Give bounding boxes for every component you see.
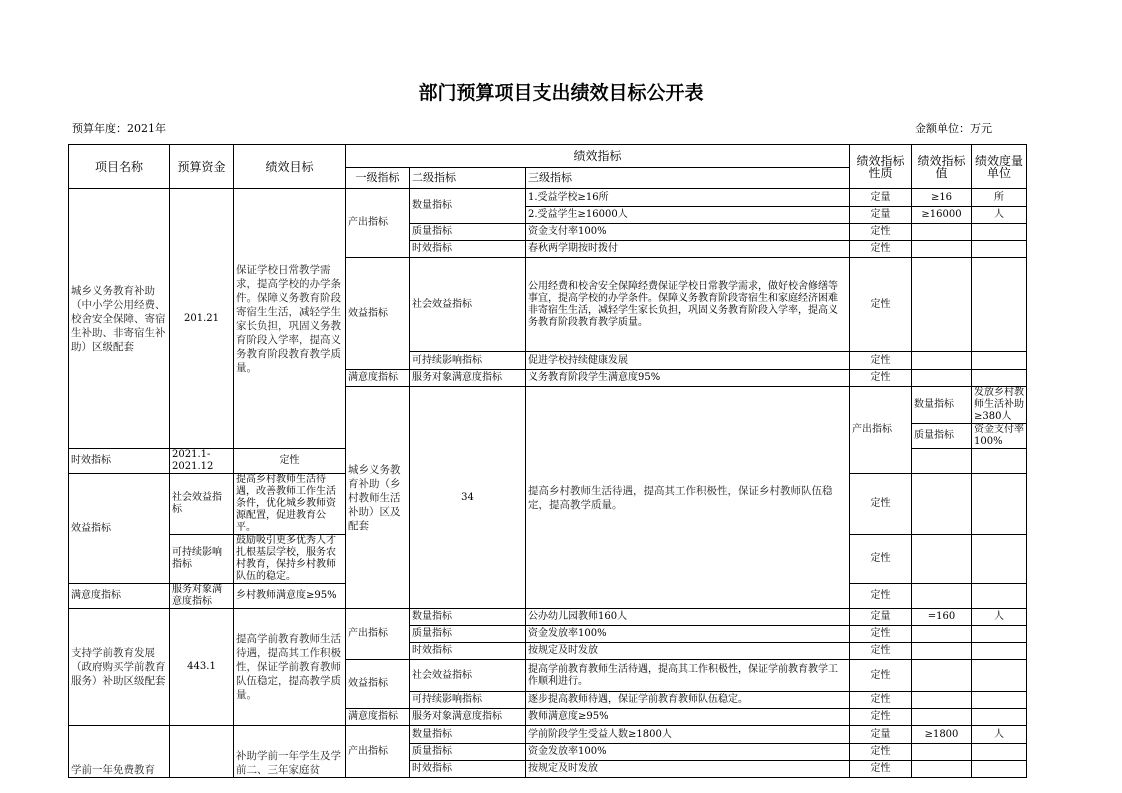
level2-indicator: 服务对象满意度指标 xyxy=(170,584,234,609)
amount-unit: 金额单位：万元 xyxy=(915,122,992,135)
performance-table xyxy=(68,144,1027,778)
header-unit: 绩效度量单位 xyxy=(972,145,1027,189)
indicator-unit xyxy=(972,626,1027,643)
level2-indicator: 可持续影响指标 xyxy=(410,352,526,370)
level3-indicator: 公用经费和校舍安全保障经费保证学校日常教学需求，做好校舍修缮等事宜，提高学校的办学条件。保障义务教育阶段寄宿生和家庭经济困难非寄宿生生活，减轻学生家长负担，巩固义务教育阶段入学率，提高义务教育阶段教育教学质量。 xyxy=(526,258,850,352)
indicator-value xyxy=(912,660,972,692)
project-goal: 保证学校日常教学需求，提高学校的办学条件。保障义务教育阶段寄宿生生活，减轻学生家长负担，巩固义务教育阶段入学率，提高义务教育阶段教育教学质量。 xyxy=(234,189,346,449)
level1-indicator: 效益指标 xyxy=(346,258,410,370)
header-goal: 绩效目标 xyxy=(234,145,346,189)
indicator-unit xyxy=(972,692,1027,709)
indicator-nature: 定性 xyxy=(850,535,912,584)
level3-indicator: 鼓励吸引更多优秀人才扎根基层学校，服务农村教育，保持乡村教师队伍的稳定。 xyxy=(234,535,346,584)
project-goal: 提高乡村教师生活待遇，提高其工作积极性，保证乡村教师队伍稳定，提高教学质量。 xyxy=(526,387,850,609)
indicator-value xyxy=(912,744,972,761)
indicator-value xyxy=(912,626,972,643)
level1-indicator: 产出指标 xyxy=(346,189,410,258)
header-level2: 二级指标 xyxy=(410,168,526,189)
indicator-unit xyxy=(972,352,1027,370)
indicator-value xyxy=(912,370,972,387)
indicator-nature: 定性 xyxy=(850,584,912,609)
indicator-value xyxy=(912,761,972,778)
indicator-nature: 定性 xyxy=(850,761,912,778)
indicator-nature: 定量 xyxy=(850,207,912,224)
header-level3: 三级指标 xyxy=(526,168,850,189)
indicator-nature: 定性 xyxy=(850,258,912,352)
indicator-unit: 人 xyxy=(972,726,1027,744)
indicator-nature: 定性 xyxy=(850,352,912,370)
indicator-value xyxy=(912,709,972,726)
project-goal: 提高学前教育教师生活待遇，提高其工作积极性，保证学前教育教师队伍稳定，提高教学质量。 xyxy=(234,609,346,726)
level3-indicator: 公办幼儿园教师160人 xyxy=(526,609,850,626)
level2-indicator: 数量指标 xyxy=(410,726,526,744)
project-budget xyxy=(170,726,234,778)
level3-indicator: 促进学校持续健康发展 xyxy=(526,352,850,370)
level2-indicator: 社会效益指标 xyxy=(170,474,234,535)
indicator-unit xyxy=(972,474,1027,535)
indicator-nature: 定量 xyxy=(850,726,912,744)
indicator-nature: 定性 xyxy=(234,449,346,474)
table-row xyxy=(69,189,1027,207)
header-nature: 绩效指标性质 xyxy=(850,145,912,189)
indicator-value xyxy=(912,224,972,241)
level3-indicator: 提高乡村教师生活待遇，改善教师工作生活条件，优化城乡教师资源配置，促进教育公平。 xyxy=(234,474,346,535)
indicator-nature: 定性 xyxy=(850,224,912,241)
level3-indicator: 春秋两学期按时拨付 xyxy=(526,241,850,258)
indicator-value xyxy=(912,258,972,352)
indicator-value xyxy=(912,474,972,535)
indicator-nature: 定性 xyxy=(850,692,912,709)
level1-indicator: 产出指标 xyxy=(346,609,410,660)
level3-indicator: 乡村教师满意度≥95% xyxy=(234,584,346,609)
level2-indicator: 可持续影响指标 xyxy=(170,535,234,584)
indicator-value: ≥16 xyxy=(912,189,972,207)
level2-indicator: 时效指标 xyxy=(410,761,526,778)
table-row xyxy=(69,609,1027,626)
level3-indicator: 提高学前教育教师生活待遇，提高其工作积极性，保证学前教育教学工作顺利进行。 xyxy=(526,660,850,692)
indicator-nature: 定性 xyxy=(850,626,912,643)
level2-indicator: 数量指标 xyxy=(912,387,972,424)
indicator-unit xyxy=(972,744,1027,761)
level2-indicator: 质量指标 xyxy=(410,626,526,643)
indicator-value: =160 xyxy=(912,609,972,626)
level3-indicator: 按规定及时发放 xyxy=(526,643,850,660)
indicator-unit: 人 xyxy=(972,207,1027,224)
page-title: 部门预算项目支出绩效目标公开表 xyxy=(418,82,704,104)
project-name: 城乡义务教育补助（中小学公用经费、校舍安全保障、寄宿生补助、非寄宿生补助）区级配套 xyxy=(69,189,170,449)
level3-indicator: 2021.1-2021.12 xyxy=(170,449,234,474)
indicator-nature: 定性 xyxy=(850,643,912,660)
header-level1: 一级指标 xyxy=(346,168,410,189)
indicator-nature: 定性 xyxy=(850,474,912,535)
level3-indicator: 义务教育阶段学生满意度95% xyxy=(526,370,850,387)
indicator-nature: 定性 xyxy=(850,241,912,258)
level3-indicator: 逐步提高教师待遇，保证学前教育教师队伍稳定。 xyxy=(526,692,850,709)
level2-indicator: 质量指标 xyxy=(912,424,972,449)
level1-indicator: 产出指标 xyxy=(346,726,410,778)
indicator-value xyxy=(912,535,972,584)
project-name: 城乡义务教育补助（乡村教师生活补助）区及配套 xyxy=(346,387,410,609)
indicator-nature: 定性 xyxy=(850,370,912,387)
level2-indicator: 社会效益指标 xyxy=(410,258,526,352)
level1-indicator: 效益指标 xyxy=(346,660,410,709)
project-goal: 补助学前一年学生及学前二、三年家庭贫 xyxy=(234,726,346,778)
indicator-value xyxy=(912,692,972,709)
indicator-unit xyxy=(972,761,1027,778)
indicator-value xyxy=(912,584,972,609)
level2-indicator: 数量指标 xyxy=(410,609,526,626)
level1-indicator: 满意度指标 xyxy=(346,370,410,387)
header-indicators: 绩效指标 xyxy=(346,145,850,168)
indicator-unit: 所 xyxy=(972,189,1027,207)
budget-year: 预算年度：2021年 xyxy=(72,122,166,135)
level2-indicator: 社会效益指标 xyxy=(410,660,526,692)
level2-indicator: 质量指标 xyxy=(410,224,526,241)
header-value: 绩效指标值 xyxy=(912,145,972,189)
level3-indicator: 资金支付率100% xyxy=(972,424,1027,449)
indicator-unit xyxy=(972,709,1027,726)
project-budget: 201.21 xyxy=(170,189,234,449)
level1-indicator: 满意度指标 xyxy=(69,584,170,609)
level3-indicator: 按规定及时发放 xyxy=(526,761,850,778)
indicator-unit xyxy=(972,584,1027,609)
table-viewport xyxy=(68,144,1028,776)
level2-indicator: 时效指标 xyxy=(69,449,170,474)
project-budget: 34 xyxy=(410,387,526,609)
level1-indicator: 产出指标 xyxy=(850,387,912,474)
indicator-unit xyxy=(972,370,1027,387)
level2-indicator: 服务对象满意度指标 xyxy=(410,370,526,387)
header-project-name: 项目名称 xyxy=(69,145,170,189)
indicator-unit xyxy=(972,241,1027,258)
indicator-value: ≥1800 xyxy=(912,726,972,744)
project-name: 支持学前教育发展（政府购买学前教育服务）补助区级配套 xyxy=(69,609,170,726)
level3-indicator: 发放乡村教师生活补助≥380人 xyxy=(972,387,1027,424)
level3-indicator: 资金发放率100% xyxy=(526,626,850,643)
level3-indicator: 教师满意度≥95% xyxy=(526,709,850,726)
indicator-unit xyxy=(972,258,1027,352)
indicator-unit xyxy=(972,535,1027,584)
level3-indicator: 资金发放率100% xyxy=(526,744,850,761)
indicator-value xyxy=(912,352,972,370)
project-name: 学前一年免费教育 xyxy=(69,726,170,778)
level1-indicator: 满意度指标 xyxy=(346,709,410,726)
level1-indicator: 效益指标 xyxy=(69,474,170,584)
level2-indicator: 时效指标 xyxy=(410,643,526,660)
indicator-value: ≥16000 xyxy=(912,207,972,224)
level2-indicator: 数量指标 xyxy=(410,189,526,224)
level2-indicator: 可持续影响指标 xyxy=(410,692,526,709)
indicator-value xyxy=(912,241,972,258)
indicator-unit xyxy=(972,643,1027,660)
indicator-unit xyxy=(972,660,1027,692)
header-budget: 预算资金 xyxy=(170,145,234,189)
indicator-nature: 定量 xyxy=(850,189,912,207)
indicator-nature: 定量 xyxy=(850,609,912,626)
indicator-nature: 定性 xyxy=(850,744,912,761)
level2-indicator: 时效指标 xyxy=(410,241,526,258)
indicator-nature: 定性 xyxy=(850,709,912,726)
indicator-value xyxy=(912,643,972,660)
indicator-unit xyxy=(972,449,1027,474)
indicator-unit xyxy=(972,224,1027,241)
level3-indicator: 资金支付率100% xyxy=(526,224,850,241)
indicator-nature: 定性 xyxy=(850,660,912,692)
indicator-value xyxy=(912,449,972,474)
level2-indicator: 服务对象满意度指标 xyxy=(410,709,526,726)
table-row xyxy=(69,726,1027,744)
level3-indicator: 2.受益学生≥16000人 xyxy=(526,207,850,224)
indicator-unit: 人 xyxy=(972,609,1027,626)
level3-indicator: 1.受益学校≥16所 xyxy=(526,189,850,207)
level2-indicator: 质量指标 xyxy=(410,744,526,761)
level3-indicator: 学前阶段学生受益人数≥1800人 xyxy=(526,726,850,744)
project-budget: 443.1 xyxy=(170,609,234,726)
